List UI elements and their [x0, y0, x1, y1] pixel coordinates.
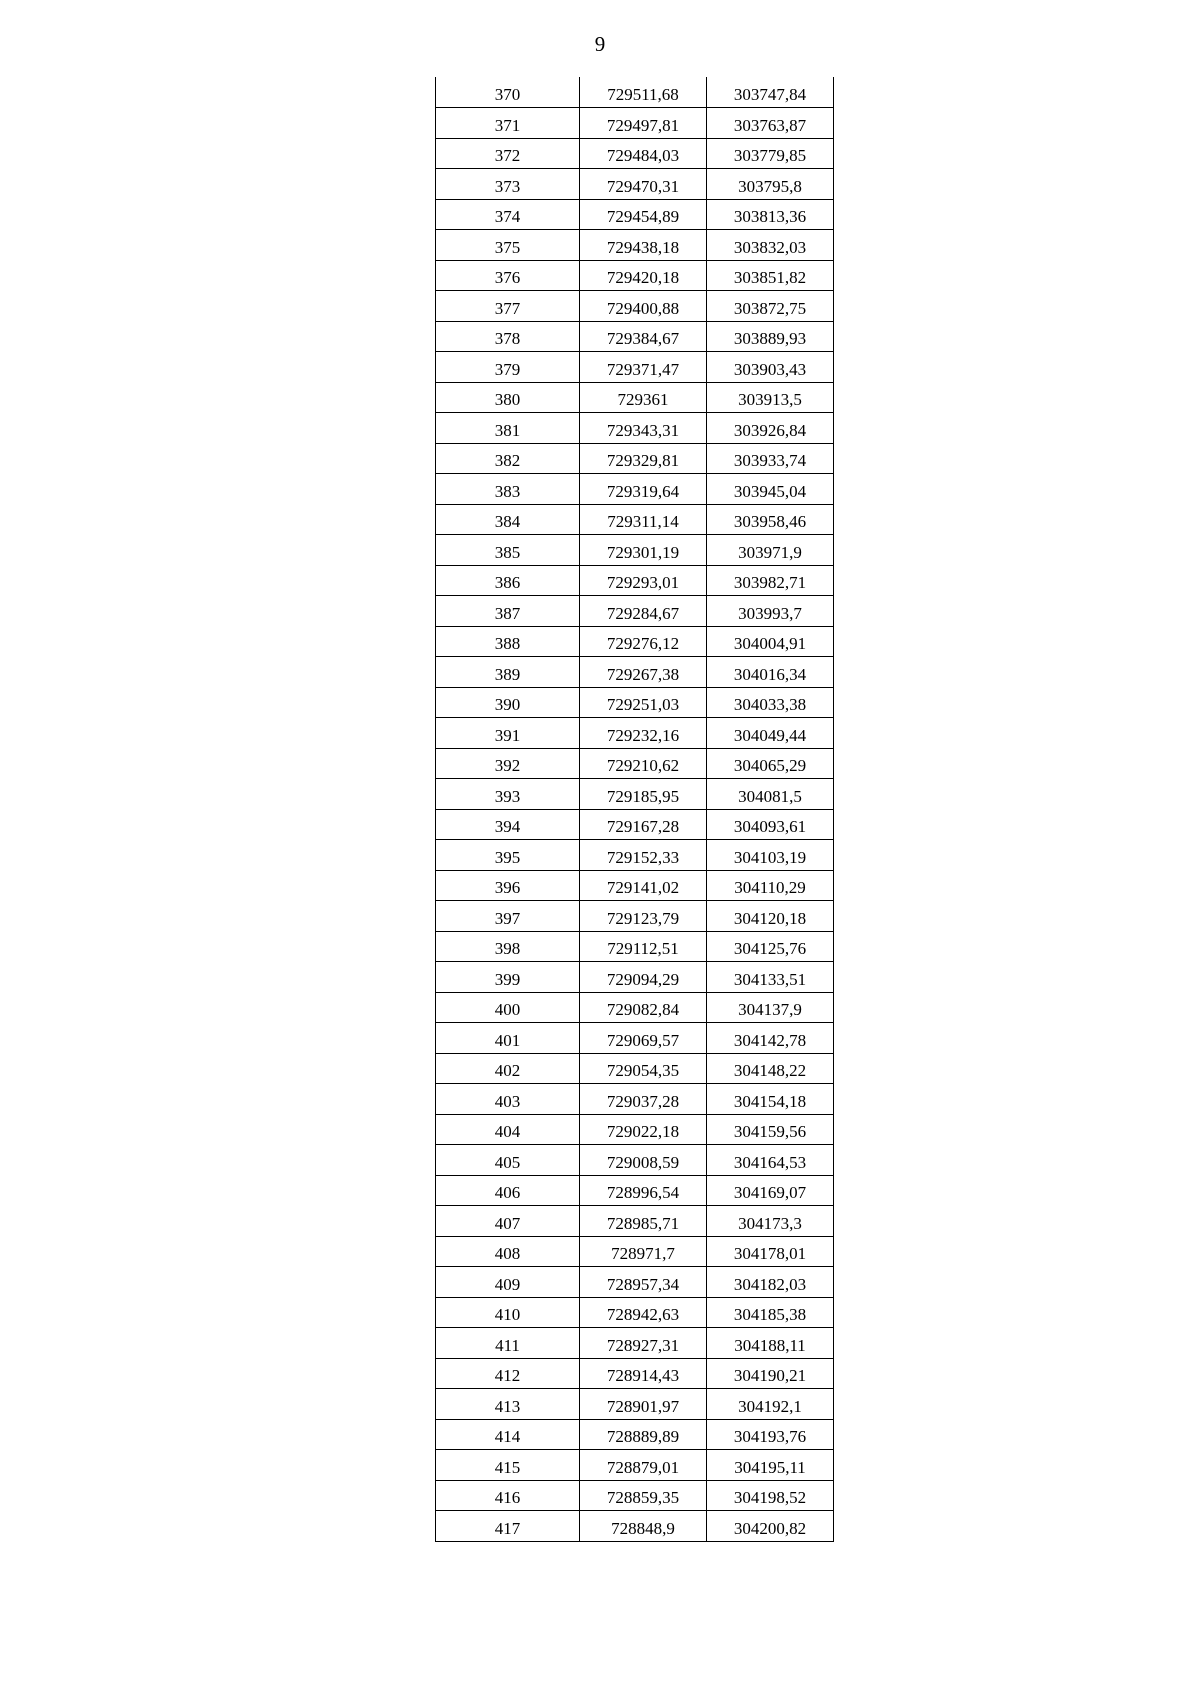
- x-coordinate-cell: 728901,97: [580, 1389, 707, 1420]
- point-number-cell: 395: [436, 840, 580, 871]
- table-row: [436, 1175, 834, 1206]
- point-number-cell: 398: [436, 931, 580, 962]
- table-row: [436, 291, 834, 322]
- table-row: [436, 1114, 834, 1145]
- y-coordinate-cell: 304133,51: [707, 962, 834, 993]
- y-coordinate-cell: 304192,1: [707, 1389, 834, 1420]
- y-coordinate-cell: 304065,29: [707, 748, 834, 779]
- x-coordinate-cell: 729454,89: [580, 199, 707, 230]
- x-coordinate-cell: 729152,33: [580, 840, 707, 871]
- table-row: [436, 1511, 834, 1542]
- point-number-cell: 414: [436, 1419, 580, 1450]
- table-row: [436, 199, 834, 230]
- y-coordinate-cell: 304125,76: [707, 931, 834, 962]
- table-row: [436, 901, 834, 932]
- x-coordinate-cell: 729329,81: [580, 443, 707, 474]
- table-row: [436, 1480, 834, 1511]
- x-coordinate-cell: 729022,18: [580, 1114, 707, 1145]
- table-row: [436, 748, 834, 779]
- point-number-cell: 389: [436, 657, 580, 688]
- x-coordinate-cell: 728859,35: [580, 1480, 707, 1511]
- x-coordinate-cell: 729293,01: [580, 565, 707, 596]
- table-row: [436, 1023, 834, 1054]
- y-coordinate-cell: 304103,19: [707, 840, 834, 871]
- y-coordinate-cell: 303779,85: [707, 138, 834, 169]
- point-number-cell: 387: [436, 596, 580, 627]
- point-number-cell: 372: [436, 138, 580, 169]
- x-coordinate-cell: 729384,67: [580, 321, 707, 352]
- x-coordinate-cell: 729371,47: [580, 352, 707, 383]
- table-row: [436, 1084, 834, 1115]
- x-coordinate-cell: 728914,43: [580, 1358, 707, 1389]
- table-row: [436, 443, 834, 474]
- point-number-cell: 403: [436, 1084, 580, 1115]
- x-coordinate-cell: 729251,03: [580, 687, 707, 718]
- x-coordinate-cell: 728848,9: [580, 1511, 707, 1542]
- point-number-cell: 392: [436, 748, 580, 779]
- y-coordinate-cell: 303971,9: [707, 535, 834, 566]
- table-row: [436, 474, 834, 505]
- point-number-cell: 383: [436, 474, 580, 505]
- y-coordinate-cell: 304190,21: [707, 1358, 834, 1389]
- point-number-cell: 376: [436, 260, 580, 291]
- y-coordinate-cell: 304142,78: [707, 1023, 834, 1054]
- coordinates-table: [435, 77, 834, 1542]
- x-coordinate-cell: 729167,28: [580, 809, 707, 840]
- point-number-cell: 397: [436, 901, 580, 932]
- table-row: [436, 352, 834, 383]
- table-row: [436, 504, 834, 535]
- table-row: [436, 77, 834, 108]
- point-number-cell: 380: [436, 382, 580, 413]
- x-coordinate-cell: 729276,12: [580, 626, 707, 657]
- y-coordinate-cell: 303813,36: [707, 199, 834, 230]
- y-coordinate-cell: 303982,71: [707, 565, 834, 596]
- y-coordinate-cell: 304164,53: [707, 1145, 834, 1176]
- table-row: [436, 779, 834, 810]
- x-coordinate-cell: 729232,16: [580, 718, 707, 749]
- table-row: [436, 169, 834, 200]
- table-row: [436, 931, 834, 962]
- point-number-cell: 400: [436, 992, 580, 1023]
- table-row: [436, 657, 834, 688]
- point-number-cell: 396: [436, 870, 580, 901]
- y-coordinate-cell: 304016,34: [707, 657, 834, 688]
- point-number-cell: 406: [436, 1175, 580, 1206]
- y-coordinate-cell: 304188,11: [707, 1328, 834, 1359]
- table-row: [436, 108, 834, 139]
- y-coordinate-cell: 303851,82: [707, 260, 834, 291]
- point-number-cell: 384: [436, 504, 580, 535]
- y-coordinate-cell: 304195,11: [707, 1450, 834, 1481]
- x-coordinate-cell: 728927,31: [580, 1328, 707, 1359]
- x-coordinate-cell: 728942,63: [580, 1297, 707, 1328]
- point-number-cell: 370: [436, 77, 580, 108]
- point-number-cell: 390: [436, 687, 580, 718]
- y-coordinate-cell: 303993,7: [707, 596, 834, 627]
- point-number-cell: 411: [436, 1328, 580, 1359]
- y-coordinate-cell: 304137,9: [707, 992, 834, 1023]
- x-coordinate-cell: 729511,68: [580, 77, 707, 108]
- y-coordinate-cell: 304193,76: [707, 1419, 834, 1450]
- x-coordinate-cell: 729112,51: [580, 931, 707, 962]
- x-coordinate-cell: 729343,31: [580, 413, 707, 444]
- point-number-cell: 410: [436, 1297, 580, 1328]
- x-coordinate-cell: 728971,7: [580, 1236, 707, 1267]
- x-coordinate-cell: 729301,19: [580, 535, 707, 566]
- y-coordinate-cell: 303747,84: [707, 77, 834, 108]
- x-coordinate-cell: 729267,38: [580, 657, 707, 688]
- y-coordinate-cell: 304173,3: [707, 1206, 834, 1237]
- y-coordinate-cell: 303795,8: [707, 169, 834, 200]
- x-coordinate-cell: 729037,28: [580, 1084, 707, 1115]
- x-coordinate-cell: 729094,29: [580, 962, 707, 993]
- x-coordinate-cell: 728879,01: [580, 1450, 707, 1481]
- y-coordinate-cell: 304178,01: [707, 1236, 834, 1267]
- y-coordinate-cell: 304120,18: [707, 901, 834, 932]
- y-coordinate-cell: 304004,91: [707, 626, 834, 657]
- point-number-cell: 394: [436, 809, 580, 840]
- table-row: [436, 1236, 834, 1267]
- point-number-cell: 417: [436, 1511, 580, 1542]
- page-number: 9: [594, 32, 606, 56]
- point-number-cell: 388: [436, 626, 580, 657]
- x-coordinate-cell: 728996,54: [580, 1175, 707, 1206]
- y-coordinate-cell: 303913,5: [707, 382, 834, 413]
- point-number-cell: 375: [436, 230, 580, 261]
- point-number-cell: 399: [436, 962, 580, 993]
- point-number-cell: 412: [436, 1358, 580, 1389]
- x-coordinate-cell: 729141,02: [580, 870, 707, 901]
- y-coordinate-cell: 303945,04: [707, 474, 834, 505]
- y-coordinate-cell: 303763,87: [707, 108, 834, 139]
- x-coordinate-cell: 729319,64: [580, 474, 707, 505]
- table-row: [436, 626, 834, 657]
- y-coordinate-cell: 303933,74: [707, 443, 834, 474]
- point-number-cell: 391: [436, 718, 580, 749]
- point-number-cell: 377: [436, 291, 580, 322]
- point-number-cell: 405: [436, 1145, 580, 1176]
- point-number-cell: 385: [436, 535, 580, 566]
- x-coordinate-cell: 729054,35: [580, 1053, 707, 1084]
- x-coordinate-cell: 728985,71: [580, 1206, 707, 1237]
- y-coordinate-cell: 303926,84: [707, 413, 834, 444]
- x-coordinate-cell: 728957,34: [580, 1267, 707, 1298]
- table-row: [436, 321, 834, 352]
- point-number-cell: 393: [436, 779, 580, 810]
- y-coordinate-cell: 304081,5: [707, 779, 834, 810]
- point-number-cell: 374: [436, 199, 580, 230]
- point-number-cell: 415: [436, 1450, 580, 1481]
- table-row: [436, 1145, 834, 1176]
- y-coordinate-cell: 303958,46: [707, 504, 834, 535]
- table-row: [436, 565, 834, 596]
- y-coordinate-cell: 304154,18: [707, 1084, 834, 1115]
- y-coordinate-cell: 304049,44: [707, 718, 834, 749]
- x-coordinate-cell: 729497,81: [580, 108, 707, 139]
- point-number-cell: 413: [436, 1389, 580, 1420]
- x-coordinate-cell: 729069,57: [580, 1023, 707, 1054]
- y-coordinate-cell: 304182,03: [707, 1267, 834, 1298]
- x-coordinate-cell: 729123,79: [580, 901, 707, 932]
- point-number-cell: 386: [436, 565, 580, 596]
- table-row: [436, 382, 834, 413]
- point-number-cell: 402: [436, 1053, 580, 1084]
- table-row: [436, 138, 834, 169]
- x-coordinate-cell: 729484,03: [580, 138, 707, 169]
- table-row: [436, 962, 834, 993]
- x-coordinate-cell: 728889,89: [580, 1419, 707, 1450]
- x-coordinate-cell: 729210,62: [580, 748, 707, 779]
- x-coordinate-cell: 729361: [580, 382, 707, 413]
- y-coordinate-cell: 304185,38: [707, 1297, 834, 1328]
- y-coordinate-cell: 303889,93: [707, 321, 834, 352]
- point-number-cell: 381: [436, 413, 580, 444]
- table-row: [436, 535, 834, 566]
- point-number-cell: 407: [436, 1206, 580, 1237]
- table-row: [436, 809, 834, 840]
- table-row: [436, 1267, 834, 1298]
- point-number-cell: 379: [436, 352, 580, 383]
- table-row: [436, 1389, 834, 1420]
- point-number-cell: 401: [436, 1023, 580, 1054]
- table-row: [436, 870, 834, 901]
- x-coordinate-cell: 729284,67: [580, 596, 707, 627]
- point-number-cell: 408: [436, 1236, 580, 1267]
- point-number-cell: 409: [436, 1267, 580, 1298]
- x-coordinate-cell: 729470,31: [580, 169, 707, 200]
- coordinates-table-body: [436, 77, 834, 1541]
- y-coordinate-cell: 304200,82: [707, 1511, 834, 1542]
- y-coordinate-cell: 304110,29: [707, 870, 834, 901]
- table-row: [436, 1053, 834, 1084]
- table-row: [436, 992, 834, 1023]
- point-number-cell: 382: [436, 443, 580, 474]
- x-coordinate-cell: 729008,59: [580, 1145, 707, 1176]
- y-coordinate-cell: 304148,22: [707, 1053, 834, 1084]
- point-number-cell: 373: [436, 169, 580, 200]
- point-number-cell: 404: [436, 1114, 580, 1145]
- y-coordinate-cell: 303903,43: [707, 352, 834, 383]
- table-row: [436, 260, 834, 291]
- x-coordinate-cell: 729420,18: [580, 260, 707, 291]
- table-row: [436, 230, 834, 261]
- table-row: [436, 1450, 834, 1481]
- table-row: [436, 1206, 834, 1237]
- y-coordinate-cell: 304198,52: [707, 1480, 834, 1511]
- table-row: [436, 1358, 834, 1389]
- y-coordinate-cell: 304093,61: [707, 809, 834, 840]
- x-coordinate-cell: 729082,84: [580, 992, 707, 1023]
- table-row: [436, 840, 834, 871]
- point-number-cell: 416: [436, 1480, 580, 1511]
- table-row: [436, 1297, 834, 1328]
- x-coordinate-cell: 729438,18: [580, 230, 707, 261]
- table-row: [436, 718, 834, 749]
- y-coordinate-cell: 303872,75: [707, 291, 834, 322]
- table-row: [436, 413, 834, 444]
- y-coordinate-cell: 303832,03: [707, 230, 834, 261]
- x-coordinate-cell: 729400,88: [580, 291, 707, 322]
- point-number-cell: 378: [436, 321, 580, 352]
- y-coordinate-cell: 304033,38: [707, 687, 834, 718]
- table-row: [436, 687, 834, 718]
- table-row: [436, 1419, 834, 1450]
- x-coordinate-cell: 729311,14: [580, 504, 707, 535]
- table-row: [436, 1328, 834, 1359]
- y-coordinate-cell: 304169,07: [707, 1175, 834, 1206]
- x-coordinate-cell: 729185,95: [580, 779, 707, 810]
- y-coordinate-cell: 304159,56: [707, 1114, 834, 1145]
- point-number-cell: 371: [436, 108, 580, 139]
- table-row: [436, 596, 834, 627]
